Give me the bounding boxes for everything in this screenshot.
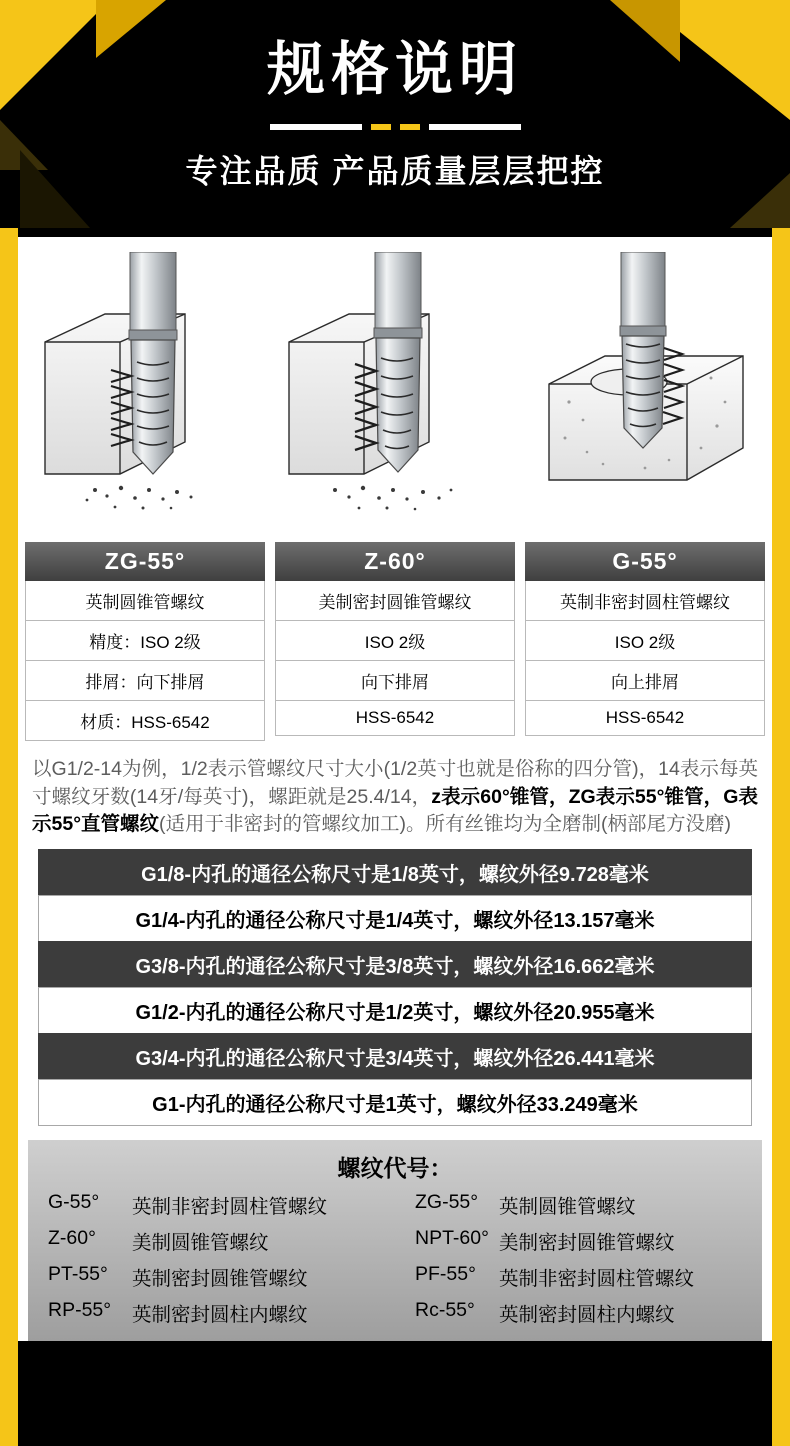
page-title: 规格说明	[266, 37, 523, 102]
thread-code-item	[395, 1299, 762, 1327]
thread-code-item	[28, 1191, 395, 1219]
thread-code-item	[28, 1227, 395, 1255]
thread-code-key: ZG-55°	[415, 1191, 479, 1214]
description-paragraph	[18, 742, 772, 845]
card-spec-row: 英制非密封圆柱管螺纹	[525, 581, 765, 621]
card-spec-row: HSS-6542	[525, 701, 765, 736]
tap-drawing-icon	[275, 252, 515, 542]
card-spec-row: 向上排屑	[525, 661, 765, 701]
divider-dot-left	[371, 124, 391, 130]
size-row: G3/8-内孔的通径公称尺寸是3/8英寸，螺纹外径16.662毫米	[38, 941, 752, 987]
description-part-3: (适用于非密封的管螺纹加工)。所有丝锥均为全磨制(柄部尾方没磨)	[159, 813, 731, 836]
size-row: G1/8-内孔的通径公称尺寸是1/8英寸，螺纹外径9.728毫米	[38, 849, 752, 895]
divider-bar-left	[270, 124, 362, 130]
content-panel	[18, 237, 772, 1341]
product-card	[524, 251, 766, 742]
thread-code-title: 螺纹代号：	[337, 1155, 453, 1182]
thread-code-key: G-55°	[48, 1191, 100, 1214]
thread-code-key: PF-55°	[415, 1263, 476, 1286]
thread-code-desc: 英制密封圆柱内螺纹	[132, 1304, 308, 1327]
thread-code-key: Z-60°	[48, 1227, 96, 1250]
card-title: Z-60°	[275, 542, 515, 581]
tap-drawing-icon	[25, 252, 265, 542]
description-part-2: z表示60°锥管，ZG表示55°锥管，G表示55°直管螺纹	[32, 785, 759, 836]
thread-code-key: NPT-60°	[415, 1227, 489, 1250]
card-spec-row: 排屑：向下排屑	[25, 661, 265, 701]
thread-code-desc: 美制密封圆锥管螺纹	[499, 1232, 675, 1255]
decor-left-yellow-bar	[0, 228, 18, 1446]
thread-code-key: RP-55°	[48, 1299, 112, 1322]
thread-code-panel	[28, 1140, 762, 1341]
card-spec-row: ISO 2级	[275, 621, 515, 661]
card-spec-row: 材质：HSS-6542	[25, 701, 265, 741]
thread-code-desc: 英制密封圆锥管螺纹	[132, 1268, 308, 1291]
size-row: G3/4-内孔的通径公称尺寸是3/4英寸，螺纹外径26.441毫米	[38, 1033, 752, 1079]
description-part-1: 以G1/2-14为例，1/2表示管螺纹尺寸大小(1/2英寸也就是俗称的四分管)，14表示每英寸螺纹牙数(14牙/每英寸)，螺距就是25.4/14，	[32, 758, 758, 808]
thread-code-desc: 英制密封圆柱内螺纹	[499, 1304, 675, 1327]
thread-code-grid	[28, 1191, 762, 1327]
size-row: G1-内孔的通径公称尺寸是1英寸，螺纹外径33.249毫米	[38, 1079, 752, 1126]
divider-bar-right	[429, 124, 521, 130]
tap-illustration-z60	[275, 252, 515, 542]
product-cards	[18, 245, 772, 742]
title-divider	[0, 124, 790, 130]
tap-illustration-zg55	[25, 252, 265, 542]
thread-code-item	[28, 1263, 395, 1291]
card-spec-row: 英制圆锥管螺纹	[25, 581, 265, 621]
thread-code-key: PT-55°	[48, 1263, 108, 1286]
card-spec-row: 美制密封圆锥管螺纹	[275, 581, 515, 621]
thread-code-desc: 英制圆锥管螺纹	[499, 1196, 636, 1219]
card-title: G-55°	[525, 542, 765, 581]
card-title: ZG-55°	[25, 542, 265, 581]
divider-dot-right	[400, 124, 420, 130]
page-header	[0, 0, 790, 228]
tap-illustration-g55	[525, 252, 765, 542]
product-card	[274, 251, 516, 742]
size-list	[18, 845, 772, 1136]
card-spec-row: HSS-6542	[275, 701, 515, 736]
card-spec-row: 精度：ISO 2级	[25, 621, 265, 661]
card-spec-row: 向下排屑	[275, 661, 515, 701]
thread-code-item	[395, 1191, 762, 1219]
thread-code-desc: 美制圆锥管螺纹	[132, 1232, 269, 1255]
size-row: G1/2-内孔的通径公称尺寸是1/2英寸，螺纹外径20.955毫米	[38, 987, 752, 1033]
thread-code-item	[28, 1299, 395, 1327]
size-row: G1/4-内孔的通径公称尺寸是1/4英寸，螺纹外径13.157毫米	[38, 895, 752, 941]
page-subtitle: 专注品质 产品质量层层把控	[185, 153, 605, 189]
card-spec-row: ISO 2级	[525, 621, 765, 661]
thread-code-item	[395, 1227, 762, 1255]
thread-code-desc: 英制非密封圆柱管螺纹	[499, 1268, 695, 1291]
thread-code-item	[395, 1263, 762, 1291]
thread-code-desc: 英制非密封圆柱管螺纹	[132, 1196, 328, 1219]
product-card	[24, 251, 266, 742]
tap-drawing-icon	[525, 252, 765, 542]
decor-right-yellow-bar	[772, 228, 790, 1446]
thread-code-key: Rc-55°	[415, 1299, 475, 1322]
